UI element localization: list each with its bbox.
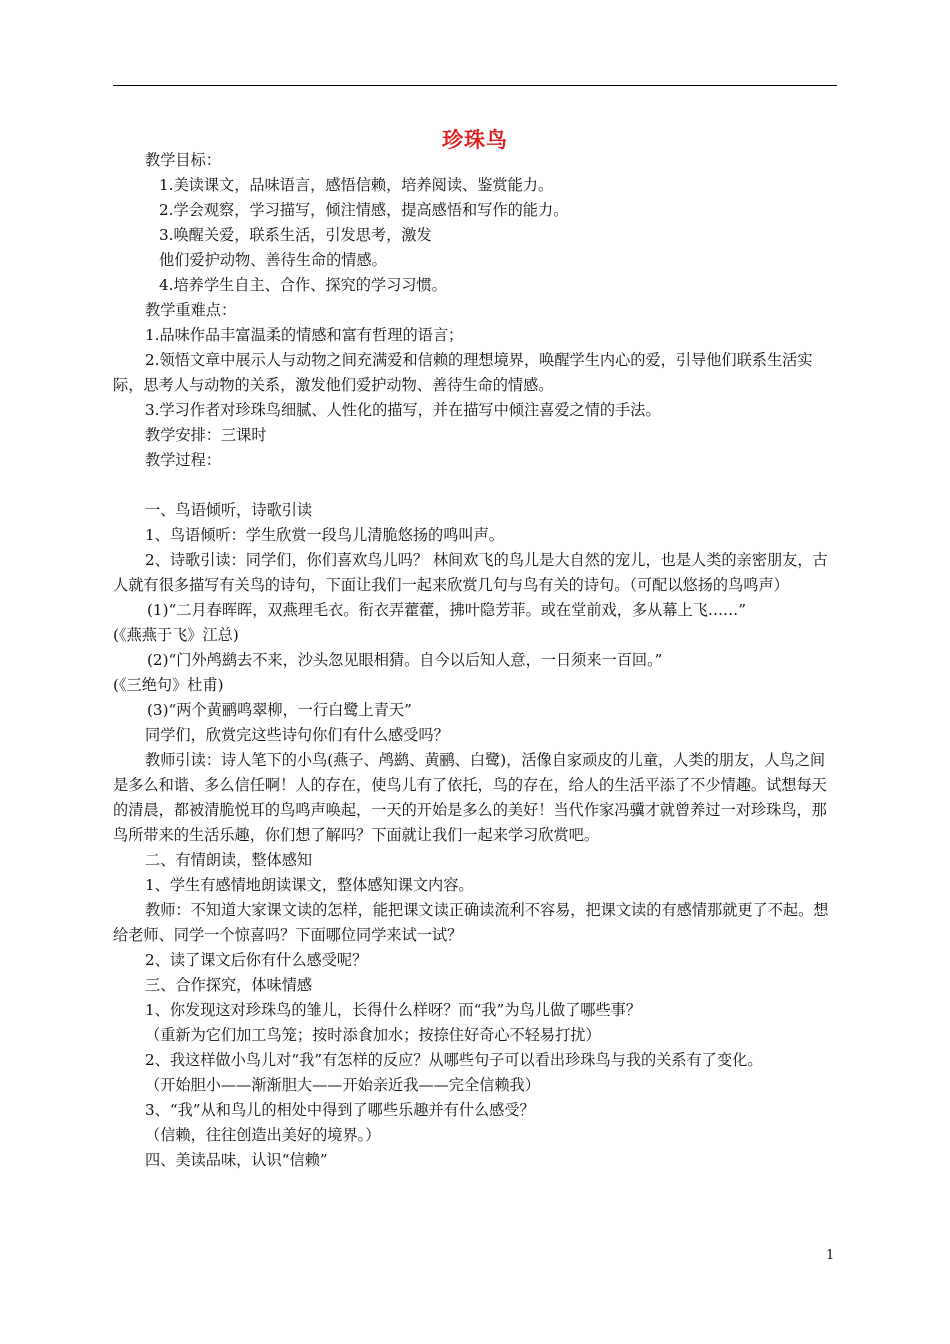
key-point-1: 1.品味作品丰富温柔的情感和富有哲理的语言； xyxy=(145,326,464,344)
spacer xyxy=(113,473,837,498)
poem-3: (3)“两个黄鹂鸣翠柳，一行白鹭上青天” xyxy=(147,701,412,719)
section-3-item-2: 2、我这样做小鸟儿对“我”有怎样的反应？从哪些句子可以看出珍珠鸟与我的关系有了变化。 xyxy=(145,1051,763,1069)
goals-heading: 教学目标： xyxy=(145,151,221,169)
section-3-heading: 三、合作探究，体味情感 xyxy=(145,976,313,994)
section-3-answer-1: （重新为它们加工鸟笼；按时添食加水；按捺住好奇心不轻易打扰） xyxy=(145,1026,601,1044)
section-3-answer-2: （开始胆小——渐渐胆大——开始亲近我——完全信赖我） xyxy=(145,1076,540,1094)
page-number: 1 xyxy=(826,1248,835,1263)
poem-1-source: (《燕燕于飞》江总) xyxy=(113,626,239,644)
key-point-3: 3.学习作者对珍珠鸟细腻、人性化的描写，并在描写中倾注喜爱之情的手法。 xyxy=(145,401,661,419)
section-2-teacher: 教师：不知道大家课文读的怎样，能把课文读正确读流利不容易，把课文读的有感情那就更了不起。想给老师、同学一个惊喜吗？下面哪位同学来试一试？ xyxy=(113,901,829,944)
process-heading: 教学过程： xyxy=(145,451,221,469)
section-3-item-3: 3、“我”从和鸟儿的相处中得到了哪些乐趣并有什么感受？ xyxy=(145,1101,535,1119)
poem-2-source: (《三绝句》杜甫) xyxy=(113,676,224,694)
section-3-item-1: 1、你发现这对珍珠鸟的雏儿，长得什么样呀？而“我”为鸟儿做了哪些事？ xyxy=(145,1001,642,1019)
goal-3-continued: 他们爱护动物、善待生命的情感。 xyxy=(159,251,387,269)
page-title: 珍珠鸟 xyxy=(442,128,508,152)
section-1-heading: 一、鸟语倾听，诗歌引读 xyxy=(145,501,313,519)
section-1-item-2: 2、诗歌引读：同学们，你们喜欢鸟儿吗？ 林间欢飞的鸟儿是大自然的宠儿，也是人类的亲密朋友，古人就有很多描写有关鸟的诗句，下面让我们一起来欣赏几句与鸟有关的诗句。（可配以悠扬的鸟鸣声） xyxy=(113,551,828,594)
section-2-item-1: 1、学生有感情地朗读课文，整体感知课文内容。 xyxy=(145,876,474,894)
section-2-item-2: 2、读了课文后你有什么感受呢？ xyxy=(145,951,368,969)
goal-2: 2.学会观察，学习描写，倾注情感，提高感悟和写作的能力。 xyxy=(159,201,569,219)
goal-3: 3.唤醒关爱，联系生活，引发思考，激发 xyxy=(159,226,432,244)
document-body xyxy=(113,148,837,1173)
section-3-answer-3: （信赖，往往创造出美好的境界。） xyxy=(145,1126,381,1144)
teacher-intro: 教师引读：诗人笔下的小鸟(燕子、鸬鹚、黄鹂、白鹭)，活像自家顽皮的儿童，人类的朋友，人鸟之间是多么和谐、多么信任啊！人的存在，使鸟儿有了依托，鸟的存在，给人的生活平添了不少情趣。试想每天的清晨，都被清脆悦耳的鸟鸣声唤起，一天的开始是多么的美好！当代作家冯骥才就曾养过一对珍珠鸟，那鸟所带来的生活乐趣，你们想了解吗？下面就让我们一起来学习欣赏吧。 xyxy=(113,751,827,844)
poem-2: (2)“门外鸬鹚去不来，沙头忽见眼相猜。自今以后知人意，一日须来一百回。” xyxy=(147,651,663,669)
goal-4: 4.培养学生自主、合作、探究的学习习惯。 xyxy=(159,276,447,294)
section-2-heading: 二、有情朗读，整体感知 xyxy=(145,851,313,869)
poem-1: (1)“二月春晖晖，双燕理毛衣。衔衣弄藿藿，拂叶隐芳菲。或在堂前戏，多从幕上飞……” xyxy=(147,601,746,619)
header-rule xyxy=(113,85,837,86)
schedule: 教学安排：三课时 xyxy=(145,426,267,444)
section-1-item-1: 1、鸟语倾听：学生欣赏一段鸟儿清脆悠扬的鸣叫声。 xyxy=(145,526,504,544)
section-4-heading: 四、美读品味，认识“信赖” xyxy=(145,1151,328,1169)
question-feel: 同学们，欣赏完这些诗句你们有什么感受吗？ xyxy=(145,726,449,744)
key-points-heading: 教学重难点： xyxy=(145,301,237,319)
goal-1: 1.美读课文，品味语言，感悟信赖，培养阅读、鉴赏能力。 xyxy=(159,176,554,194)
key-point-2: 2.领悟文章中展示人与动物之间充满爱和信赖的理想境界，唤醒学生内心的爱，引导他们联系生活实际，思考人与动物的关系，激发他们爱护动物、善待生命的情感。 xyxy=(113,351,813,394)
